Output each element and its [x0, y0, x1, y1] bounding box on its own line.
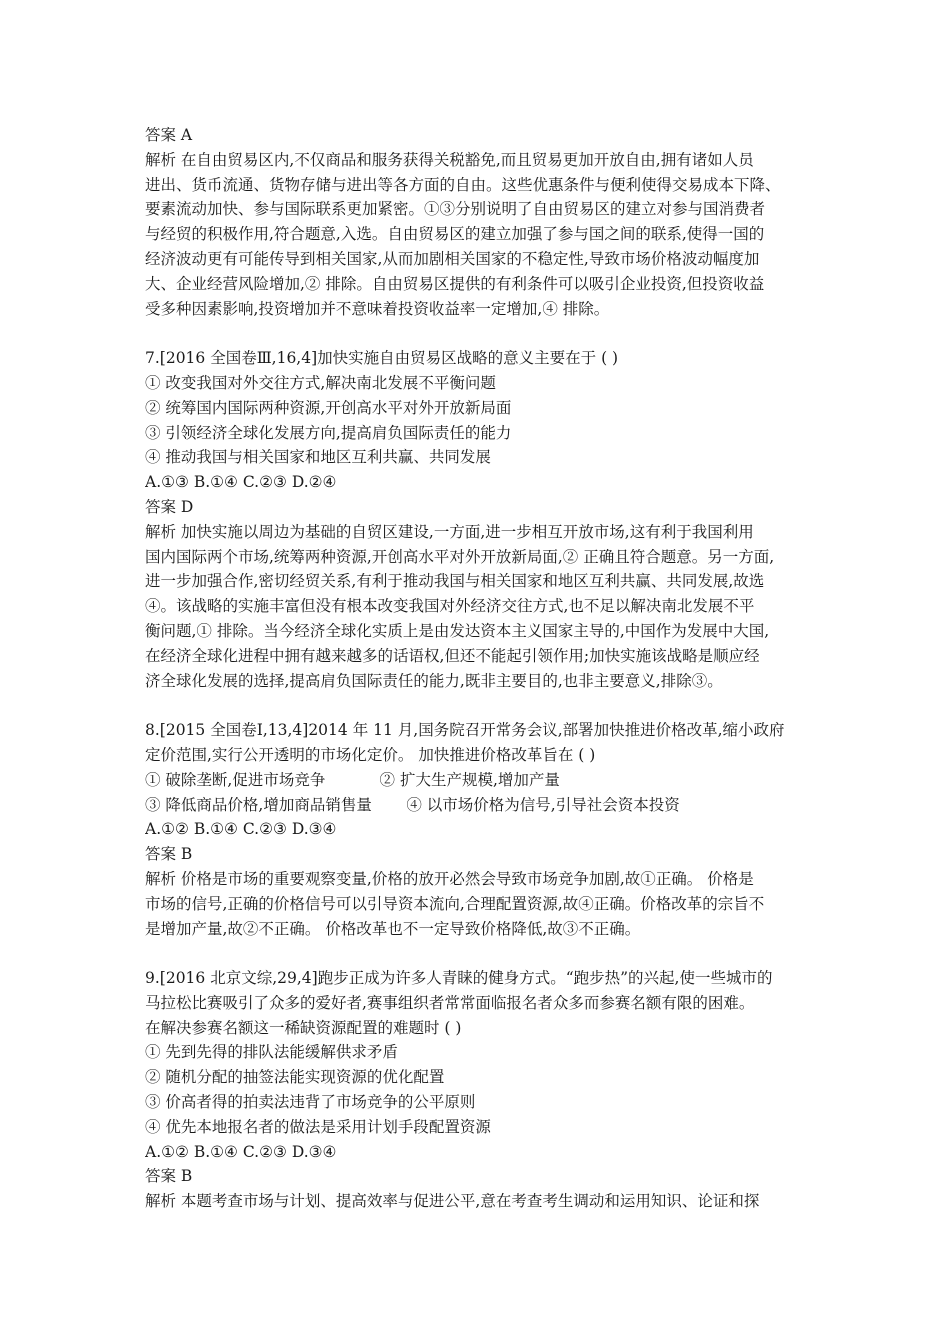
analysis-line: 经济波动更有可能传导到相关国家,从而加剧相关国家的不稳定性,导致市场价格波动幅度加: [145, 249, 760, 268]
option-line: ① 先到先得的排队法能缓解供求矛盾: [145, 1043, 398, 1062]
answer-line: 答案 B: [145, 845, 193, 864]
analysis-line: 市场的信号,正确的价格信号可以引导资本流向,合理配置资源,故④正确。价格改革的宗旨不: [145, 894, 765, 913]
document-page: [145, 123, 815, 1214]
analysis-line: 衡问题,① 排除。当今经济全球化实质上是由发达资本主义国家主导的,中国作为发展中大国,: [145, 621, 770, 640]
analysis-line: 大、企业经营风险增加,② 排除。自由贸易区提供的有利条件可以吸引企业投资,但投资收益: [145, 274, 765, 293]
analysis-line: 要素流动加快、参与国际联系更加紧密。①③分别说明了自由贸易区的建立对参与国消费者: [145, 200, 766, 219]
option-line: ② 统筹国内国际两种资源,开创高水平对外开放新局面: [145, 398, 512, 417]
option-line: ③ 降低商品价格,增加商品销售量 ④ 以市场价格为信号,引导社会资本投资: [145, 795, 680, 814]
option-line: ④ 推动我国与相关国家和地区互利共赢、共同发展: [145, 448, 491, 467]
analysis-line: 国内国际两个市场,统筹两种资源,开创高水平对外开放新局面,② 正确且符合题意。另一方面,: [145, 547, 775, 566]
analysis-line: 在经济全球化进程中拥有越来越多的话语权,但还不能起引领作用;加快实施该战略是顺应经: [145, 646, 760, 665]
answer-line: 答案 A: [145, 126, 193, 144]
analysis-line: 受多种因素影响,投资增加并不意味着投资收益率一定增加,④ 排除。: [145, 299, 610, 318]
analysis-line: 进出、货币流通、货物存储与进出等各方面的自由。这些优惠条件与便利使得交易成本下降、: [145, 175, 781, 194]
analysis-line: 解析 在自由贸易区内,不仅商品和服务获得关税豁免,而且贸易更加开放自由,拥有诸如人员: [145, 150, 754, 169]
answer-line: 答案 B: [145, 1167, 193, 1186]
analysis-line: 解析 本题考查市场与计划、提高效率与促进公平,意在考查考生调动和运用知识、论证和探: [145, 1192, 760, 1211]
analysis-line: 与经贸的积极作用,符合题意,入选。自由贸易区的建立加强了参与国之间的联系,使得一国的: [145, 225, 765, 244]
spacer: [145, 321, 815, 346]
question-9: [145, 966, 815, 1214]
analysis-line: 进一步加强合作,密切经贸关系,有利于推动我国与相关国家和地区互利共赢、共同发展,故选: [145, 572, 765, 591]
answer-line: 答案 D: [145, 497, 194, 516]
choices-line: A.①② B.①④ C.②③ D.③④: [145, 820, 337, 839]
analysis-line: ④。该战略的实施丰富但没有根本改变我国对外经济交往方式,也不足以解决南北发展不平: [145, 597, 755, 616]
question-8: [145, 718, 815, 941]
question-stem: 在解决参赛名额这一稀缺资源配置的难题时 ( ): [145, 1018, 462, 1037]
spacer: [145, 693, 815, 718]
analysis-line: 解析 加快实施以周边为基础的自贸区建设,一方面,进一步相互开放市场,这有利于我国利用: [145, 522, 754, 541]
question-stem: 9.[2016 北京文综,29,4]跑步正成为许多人青睐的健身方式。“跑步热”的兴起,使一些城市的: [145, 969, 773, 988]
analysis-line: 解析 价格是市场的重要观察变量,价格的放开必然会导致市场竞争加剧,故①正确。 价格是: [145, 869, 754, 888]
question-stem: 8.[2015 全国卷Ⅰ,13,4]2014 年 11 月,国务院召开常务会议,部署加快推进价格改革,缩小政府: [145, 721, 785, 740]
spacer: [145, 941, 815, 966]
analysis-line: 济全球化发展的选择,提高肩负国际责任的能力,既非主要目的,也非主要意义,排除③。: [145, 671, 723, 690]
analysis-line: 是增加产量,故②不正确。 价格改革也不一定导致价格降低,故③不正确。: [145, 919, 641, 938]
question-stem: 7.[2016 全国卷Ⅲ,16,4]加快实施自由贸易区战略的意义主要在于 ( ): [145, 349, 619, 368]
choices-line: A.①③ B.①④ C.②③ D.②④: [145, 473, 337, 492]
choices-line: A.①② B.①④ C.②③ D.③④: [145, 1142, 337, 1161]
question-stem: 马拉松比赛吸引了众多的爱好者,赛事组织者常常面临报名者众多而参赛名额有限的困难。: [145, 993, 755, 1012]
option-line: ② 随机分配的抽签法能实现资源的优化配置: [145, 1068, 445, 1087]
option-line: ③ 引领经济全球化发展方向,提高肩负国际责任的能力: [145, 423, 512, 442]
option-line: ④ 优先本地报名者的做法是采用计划手段配置资源: [145, 1117, 491, 1136]
question-7: [145, 346, 815, 693]
option-line: ① 改变我国对外交往方式,解决南北发展不平衡问题: [145, 373, 496, 392]
option-line: ① 破除垄断,促进市场竞争 ② 扩大生产规模,增加产量: [145, 770, 560, 789]
option-line: ③ 价高者得的拍卖法违背了市场竞争的公平原则: [145, 1093, 476, 1112]
prev-answer-section: [145, 123, 815, 321]
question-stem: 定价范围,实行公开透明的市场化定价。 加快推进价格改革旨在 ( ): [145, 745, 596, 764]
